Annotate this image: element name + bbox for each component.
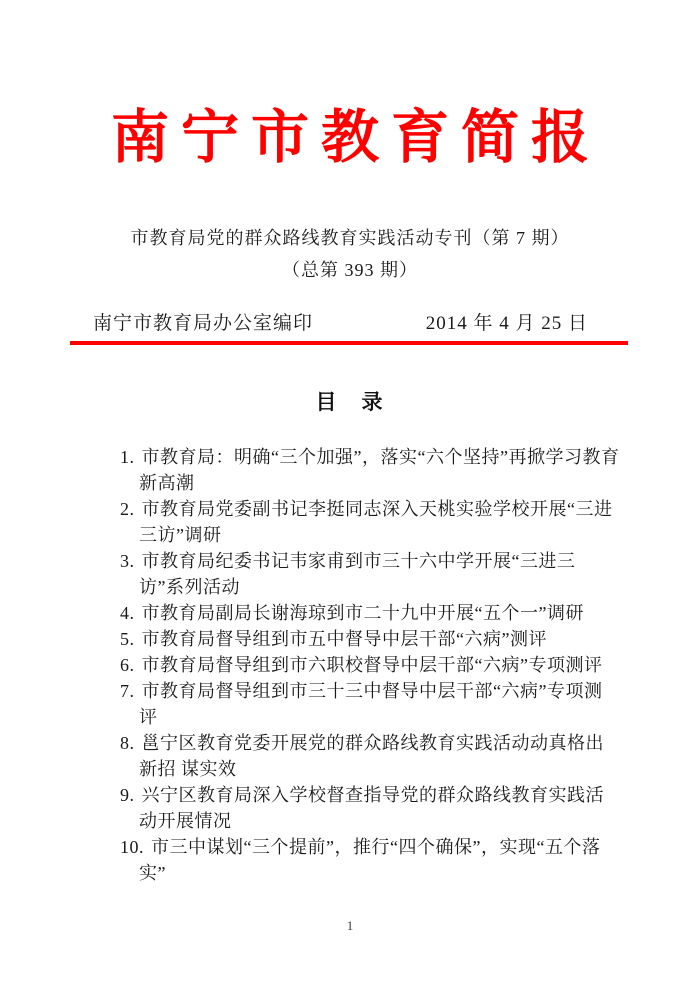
red-divider-rule xyxy=(70,341,628,345)
publish-date: 2014 年 4 月 25 日 xyxy=(425,313,588,334)
toc-item xyxy=(120,652,620,678)
publisher-name: 南宁市教育局办公室编印 xyxy=(93,313,314,334)
toc-item-title: 市教育局党委副书记李挺同志深入天桃实验学校开展“三进三访”调研 xyxy=(139,499,613,545)
toc-item-title: 市教育局督导组到市三十三中督导中层干部“六病”专项测评 xyxy=(139,681,603,727)
publication-row xyxy=(72,312,628,336)
toc-heading: 目 录 xyxy=(315,390,385,414)
toc-item-title: 市三中谋划“三个提前”，推行“四个确保”，实现“五个落实” xyxy=(139,837,601,883)
toc-item-title: 兴宁区教育局深入学校督查指导党的群众路线教育实践活动开展情况 xyxy=(139,785,604,831)
toc-item-number: 2. xyxy=(120,499,135,519)
toc-item xyxy=(120,782,620,834)
toc-item xyxy=(120,548,620,600)
toc-item xyxy=(120,600,620,626)
toc-item-title: 市教育局：明确“三个加强”，落实“六个坚持”再掀学习教育新高潮 xyxy=(139,447,620,493)
toc-item-number: 9. xyxy=(120,785,135,805)
masthead-title: 南宁市教育简报 xyxy=(110,105,601,170)
toc-item xyxy=(120,834,620,886)
toc-item-title: 市教育局纪委书记韦家甫到市三十六中学开展“三进三访”系列活动 xyxy=(139,551,576,597)
toc-list xyxy=(120,444,620,886)
toc-item-title: 邕宁区教育党委开展党的群众路线教育实践活动动真格出新招 谋实效 xyxy=(139,733,604,779)
cumulative-issue-line: （总第 393 期） xyxy=(282,260,418,280)
toc-item xyxy=(120,678,620,730)
toc-item-number: 8. xyxy=(120,733,135,753)
toc-item-number: 6. xyxy=(120,655,135,675)
toc-item-number: 10. xyxy=(120,837,144,857)
toc-item-number: 5. xyxy=(120,629,135,649)
toc-item xyxy=(120,730,620,782)
toc-item-title: 市教育局督导组到市五中督导中层干部“六病”测评 xyxy=(141,629,547,649)
toc-item-number: 4. xyxy=(120,603,135,623)
toc-item-title: 市教育局督导组到市六职校督导中层干部“六病”专项测评 xyxy=(141,655,603,675)
toc-item-number: 7. xyxy=(120,681,135,701)
toc-item xyxy=(120,496,620,548)
toc-item xyxy=(120,626,620,652)
toc-item-number: 3. xyxy=(120,551,135,571)
page-number: 1 xyxy=(346,918,354,933)
issue-line: 市教育局党的群众路线教育实践活动专刊（第 7 期） xyxy=(130,228,570,248)
toc-item-title: 市教育局副局长谢海琼到市二十九中开展“五个一”调研 xyxy=(141,603,584,623)
toc-item-number: 1. xyxy=(120,447,135,467)
toc-item xyxy=(120,444,620,496)
